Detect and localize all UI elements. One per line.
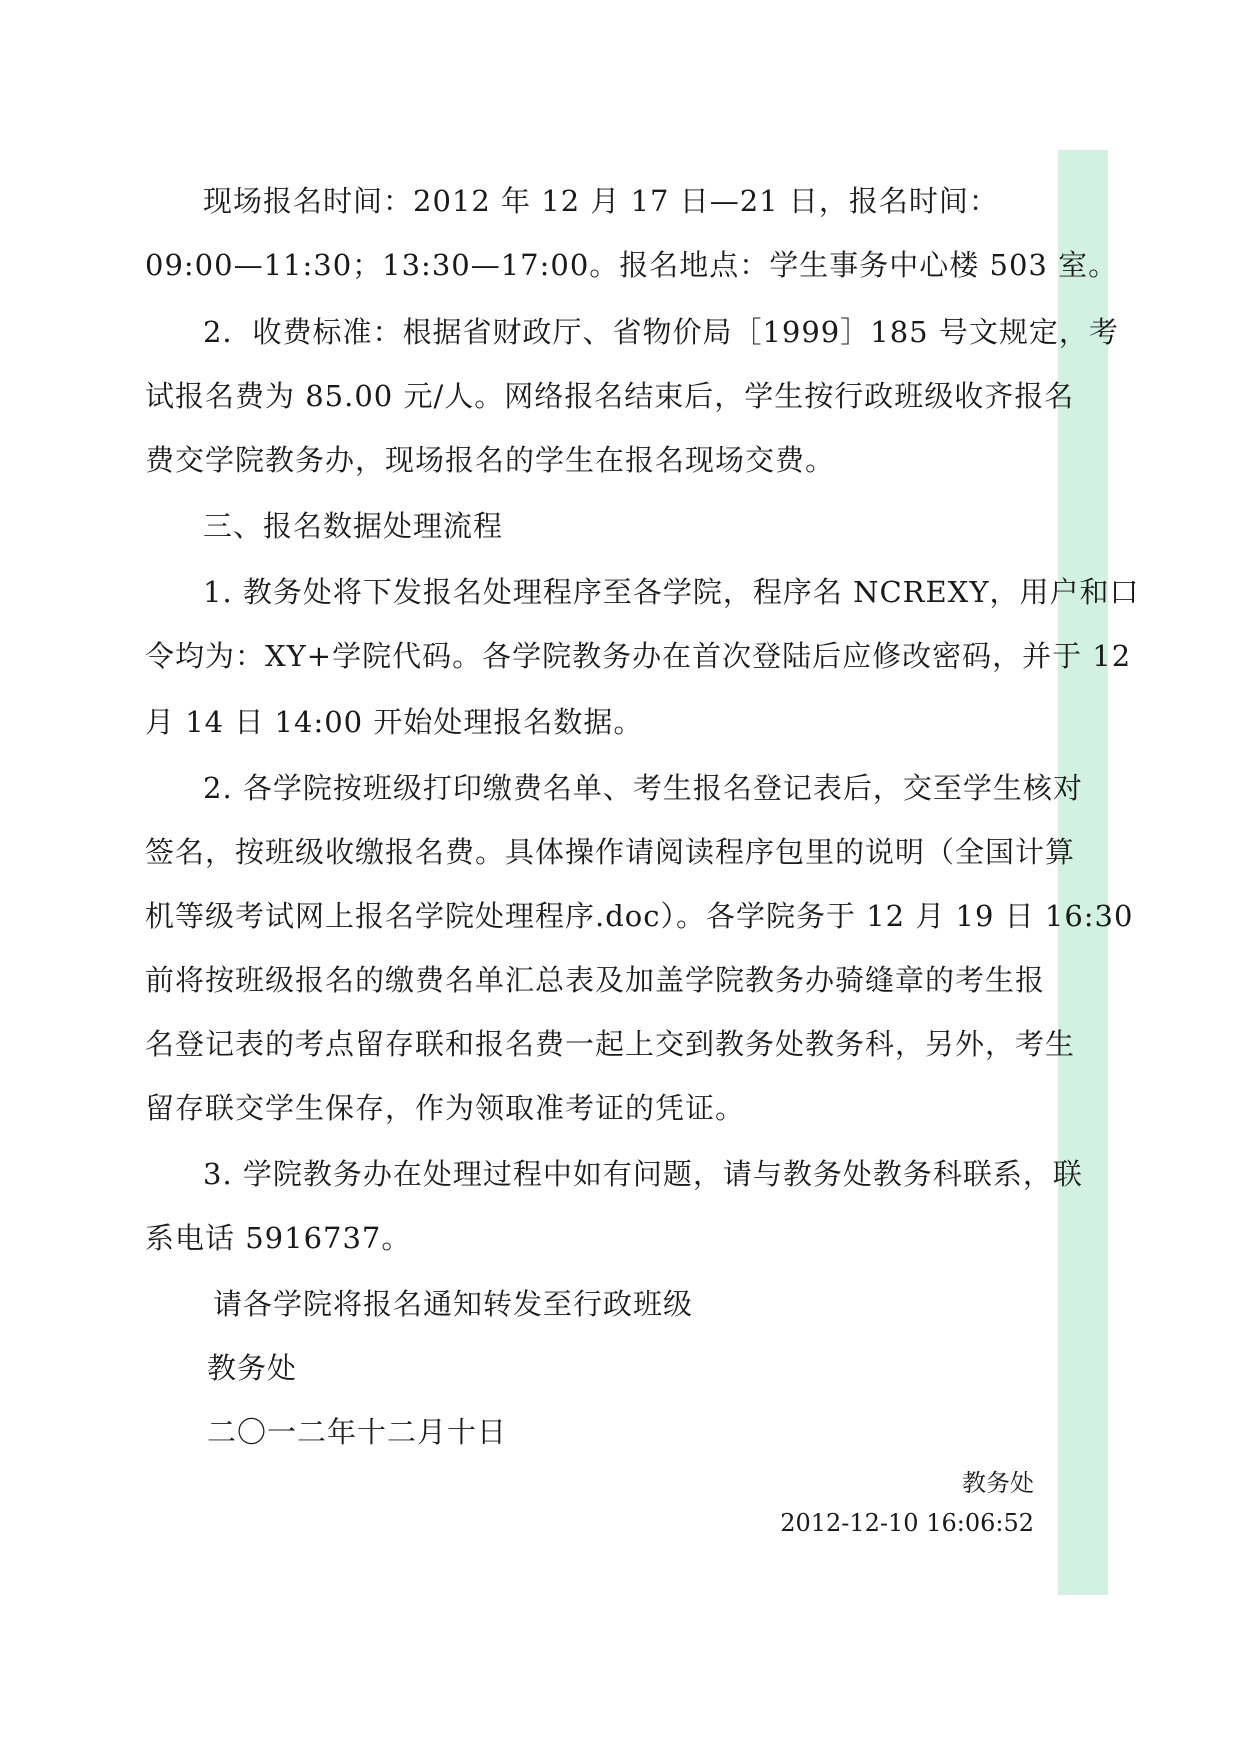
paragraph-line: 系电话 5916737。 xyxy=(145,1221,412,1255)
paragraph-line: 机等级考试网上报名学院处理程序.doc）。各学院务于 12 月 19 日 16:30 xyxy=(145,899,1134,933)
paragraph-line: 留存联交学生保存，作为领取准考证的凭证。 xyxy=(145,1091,746,1125)
paragraph-line: 费交学院教务办，现场报名的学生在报名现场交费。 xyxy=(145,443,836,477)
paragraph-line: 3. 学院教务办在处理过程中如有问题，请与教务处教务科联系，联 xyxy=(203,1157,1083,1191)
paragraph-line: 2. 各学院按班级打印缴费名单、考生报名登记表后，交至学生核对 xyxy=(203,771,1083,805)
paragraph-line: 试报名费为 85.00 元/人。网络报名结束后，学生按行政班级收齐报名 xyxy=(145,379,1075,413)
section-heading: 三、报名数据处理流程 xyxy=(203,509,504,543)
forward-notice: 请各学院将报名通知转发至行政班级 xyxy=(213,1287,694,1321)
signature-date: 二〇一二年十二月十日 xyxy=(207,1415,508,1449)
paragraph-line: 令均为：XY+学院代码。各学院教务办在首次登陆后应修改密码，并于 12 xyxy=(145,639,1132,673)
paragraph-line: 09:00—11:30；13:30—17:00。报名地点：学生事务中心楼 503 室。 xyxy=(145,248,1119,282)
paragraph-line: 月 14 日 14:00 开始处理报名数据。 xyxy=(145,705,644,739)
side-decoration-bar xyxy=(1058,150,1108,1595)
publisher-label: 教务处 xyxy=(962,1469,1034,1497)
paragraph-line: 1. 教务处将下发报名处理程序至各学院，程序名 NCREXY，用户和口 xyxy=(203,575,1140,609)
paragraph-line: 前将按班级报名的缴费名单汇总表及加盖学院教务办骑缝章的考生报 xyxy=(145,963,1046,997)
paragraph-line: 2．收费标准：根据省财政厅、省物价局［1999］185 号文规定，考 xyxy=(203,315,1119,349)
paragraph-line: 名登记表的考点留存联和报名费一起上交到教务处教务科，另外，考生 xyxy=(145,1027,1076,1061)
paragraph-line: 签名，按班级收缴报名费。具体操作请阅读程序包里的说明（全国计算 xyxy=(145,835,1076,869)
signature-office: 教务处 xyxy=(207,1351,298,1385)
paragraph-line: 现场报名时间：2012 年 12 月 17 日—21 日，报名时间： xyxy=(203,184,999,218)
publish-timestamp: 2012-12-10 16:06:52 xyxy=(780,1509,1034,1537)
